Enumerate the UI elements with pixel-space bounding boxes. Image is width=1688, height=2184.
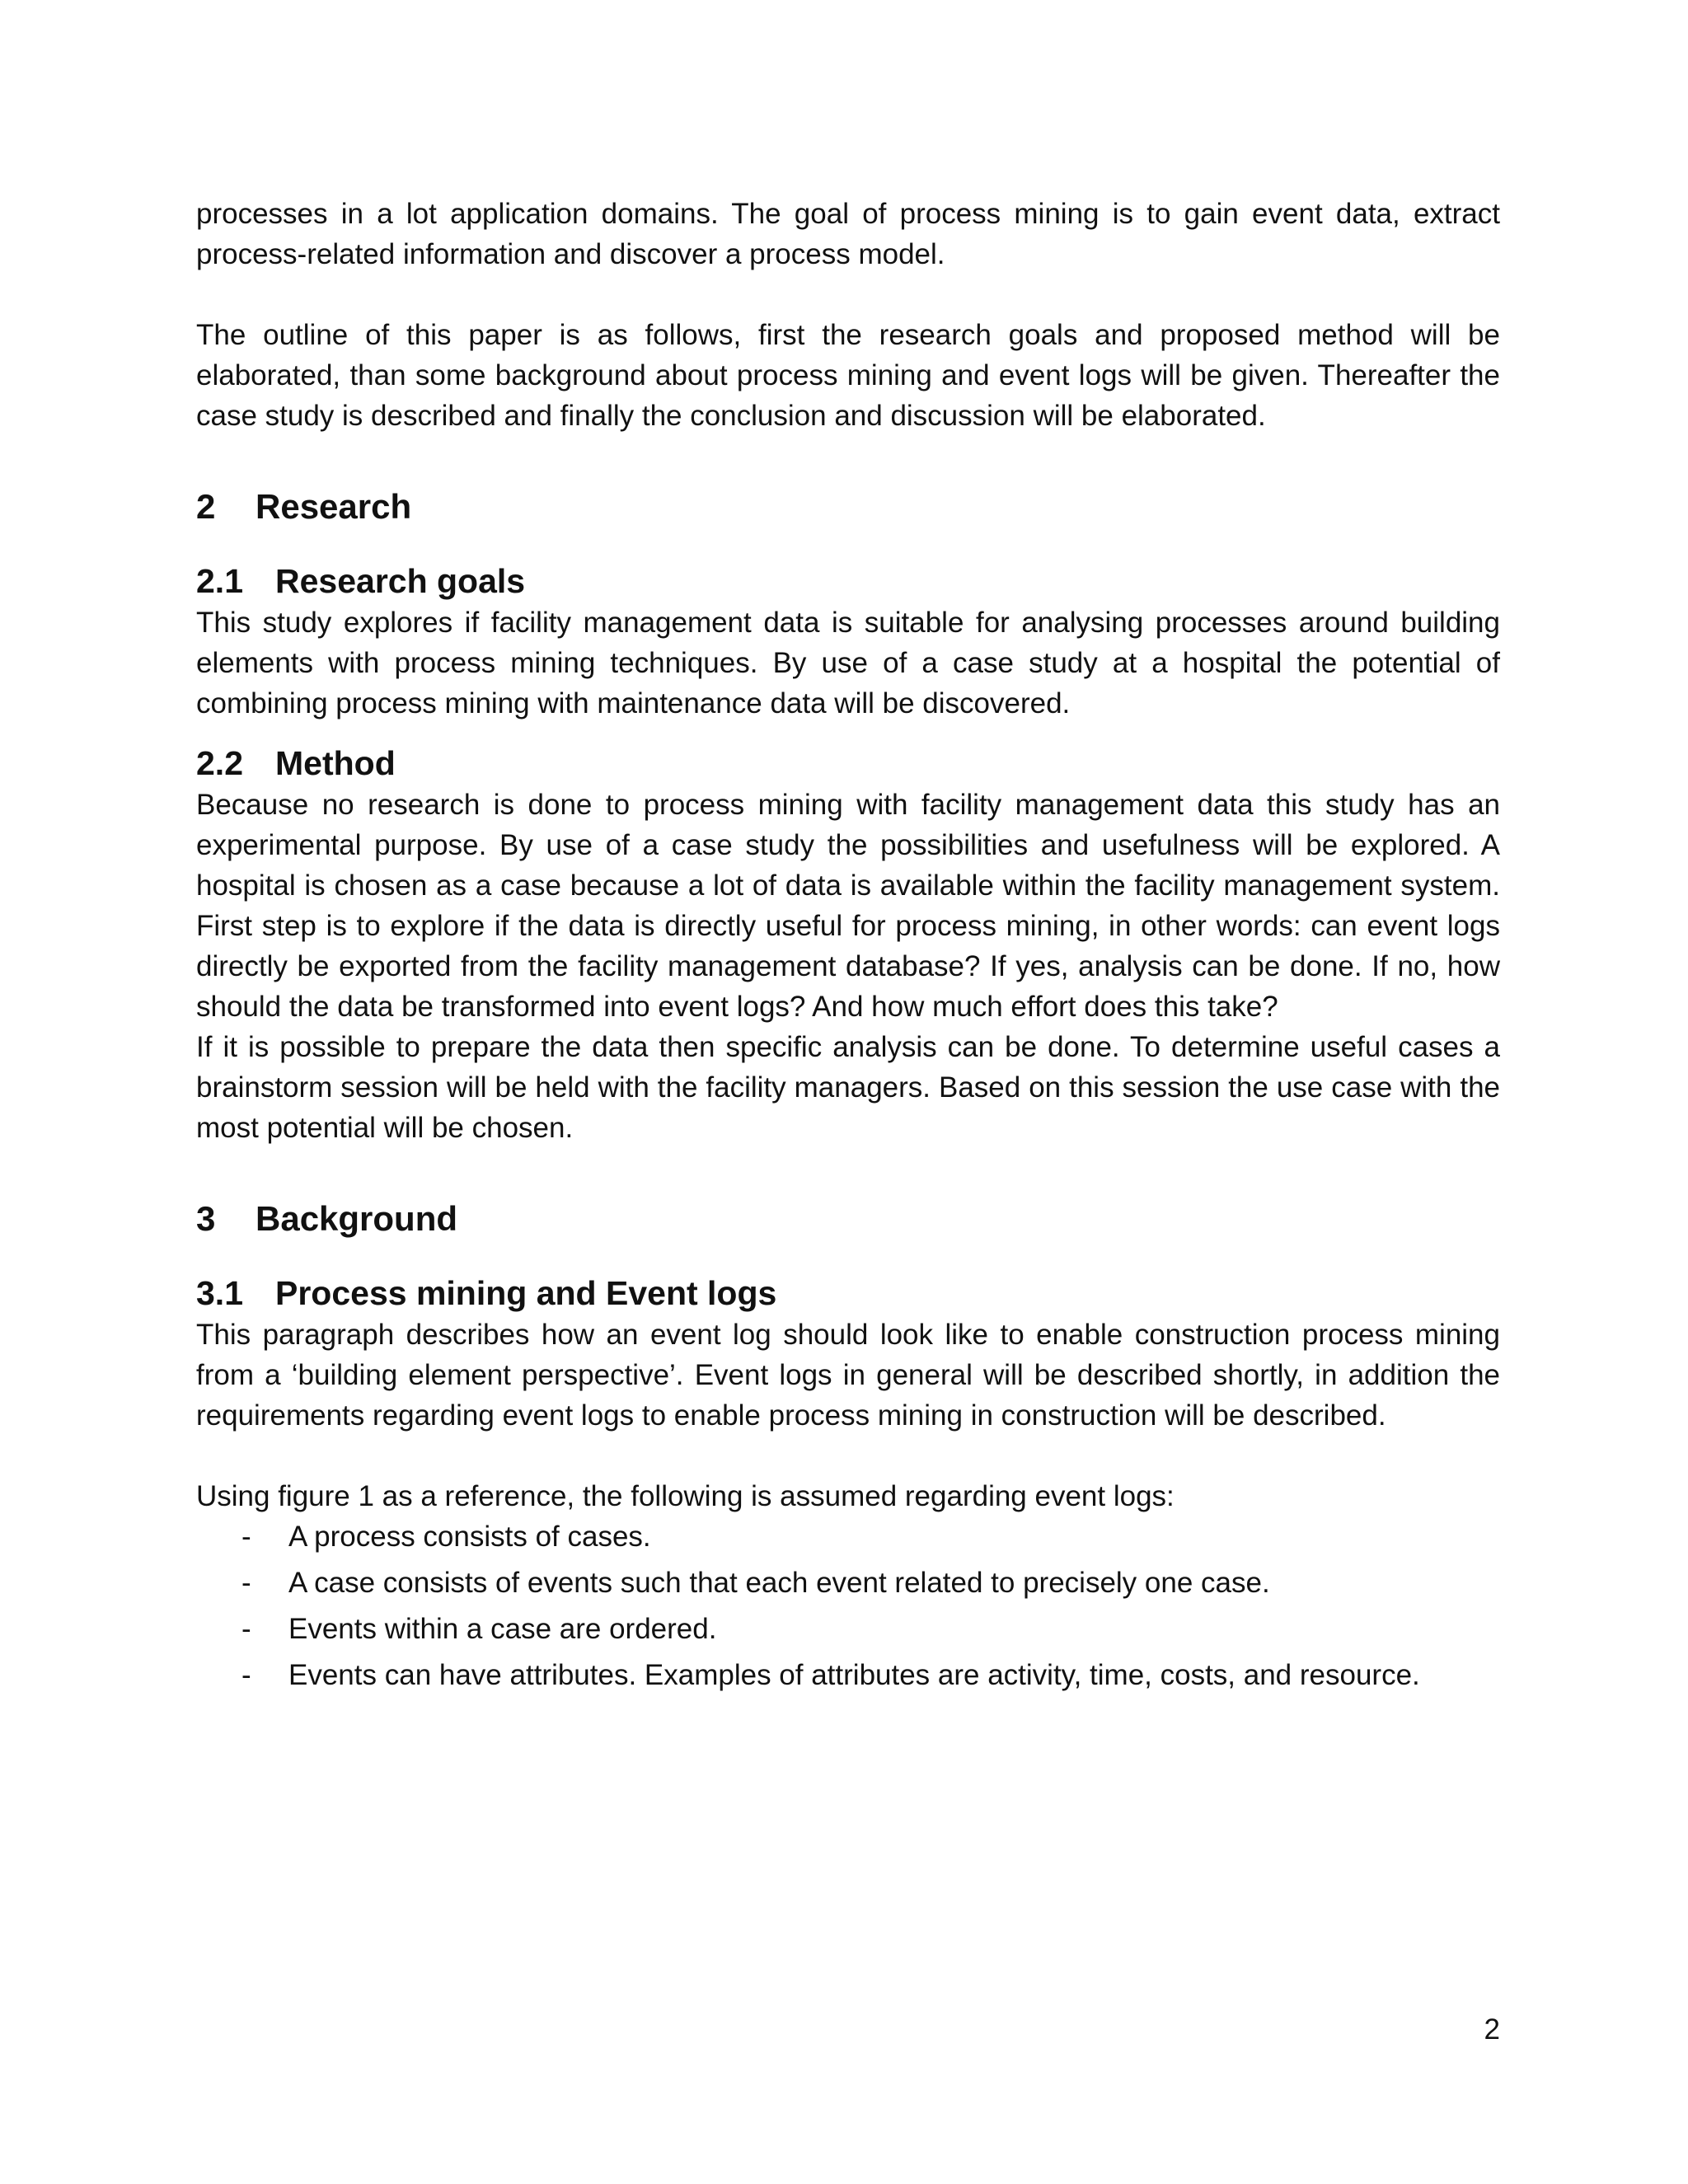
list-item-text: A case consists of events such that each event related to precisely one case. [288, 1567, 1270, 1599]
page-content [196, 194, 1500, 1701]
list-bullet: - [241, 1659, 251, 1691]
list-item [196, 1516, 1500, 1557]
page-number: 2 [1484, 2013, 1500, 2046]
section-title: Research [256, 487, 412, 526]
list-bullet: - [241, 1567, 251, 1599]
list-bullet: - [241, 1613, 251, 1645]
method-paragraph-1: Because no research is done to process mining with facility management data this study has an experimental purpose. By use of a case study the possibilities and usefulness will be explored. A hospital is chosen as a case because a lot of data is available within the facility management system. First step is to explore if the data is directly useful for process mining, in other words: can event logs directly be exported from the facility management database? If yes, analysis can be done. If no, how should the data be transformed into event logs? And how much effort does this take? [196, 789, 1500, 1023]
list-item-text: Events within a case are ordered. [288, 1613, 717, 1645]
research-goals-paragraph: This study explores if facility management data is suitable for analysing processes around building elements with process mining techniques. By use of a case study at a hospital the potential of combining process mining with maintenance data will be discovered. [196, 607, 1500, 719]
spacer [196, 436, 1500, 485]
section-2-1-heading [196, 560, 1500, 602]
event-logs-paragraph: This paragraph describes how an event log should look like to enable construction process mining from a ‘building element perspective’. Event logs in general will be described shortly, in addition the requirements regarding event logs to enable process mining in construction will be described. [196, 1319, 1500, 1432]
section-title: Background [256, 1199, 458, 1238]
subsection-number: 2.1 [196, 562, 243, 600]
subsection-number: 2.2 [196, 744, 243, 782]
method-paragraph-2: If it is possible to prepare the data then specific analysis can be done. To determine useful cases a brainstorm session will be held with the facility managers. Based on this session the use case with the most potential will be chosen. [196, 1031, 1500, 1144]
list-item [196, 1655, 1500, 1695]
spacer [196, 274, 1500, 315]
section-3-heading [196, 1197, 1500, 1240]
intro-paragraph-2: The outline of this paper is as follows, first the research goals and proposed method will be elaborated, than some background about process mining and event logs will be given. Thereafter the case study is described and finally the conclusion and discussion will be elaborated. [196, 319, 1500, 432]
list-item-text: Events can have attributes. Examples of attributes are activity, time, costs, and resource. [288, 1659, 1420, 1691]
subsection-title: Process mining and Event logs [275, 1274, 777, 1312]
list-item-text: A process consists of cases. [288, 1521, 651, 1553]
spacer [196, 1436, 1500, 1476]
section-number: 2 [196, 487, 216, 526]
spacer [196, 528, 1500, 560]
spacer [196, 1240, 1500, 1272]
list-bullet: - [241, 1521, 251, 1553]
list-item [196, 1609, 1500, 1649]
assumptions-list [196, 1516, 1500, 1695]
section-2-2-heading [196, 742, 1500, 785]
subsection-title: Research goals [275, 562, 526, 600]
section-3-1-heading [196, 1272, 1500, 1315]
section-2-heading [196, 485, 1500, 528]
assumptions-intro: Using figure 1 as a reference, the following is assumed regarding event logs: [196, 1480, 1175, 1512]
section-number: 3 [196, 1199, 216, 1238]
spacer [196, 1148, 1500, 1197]
subsection-title: Method [275, 744, 396, 782]
list-item [196, 1563, 1500, 1603]
spacer [196, 724, 1500, 742]
intro-paragraph-1: processes in a lot application domains. The goal of process mining is to gain event data, extract process-related information and discover a process model. [196, 198, 1500, 270]
subsection-number: 3.1 [196, 1274, 243, 1312]
